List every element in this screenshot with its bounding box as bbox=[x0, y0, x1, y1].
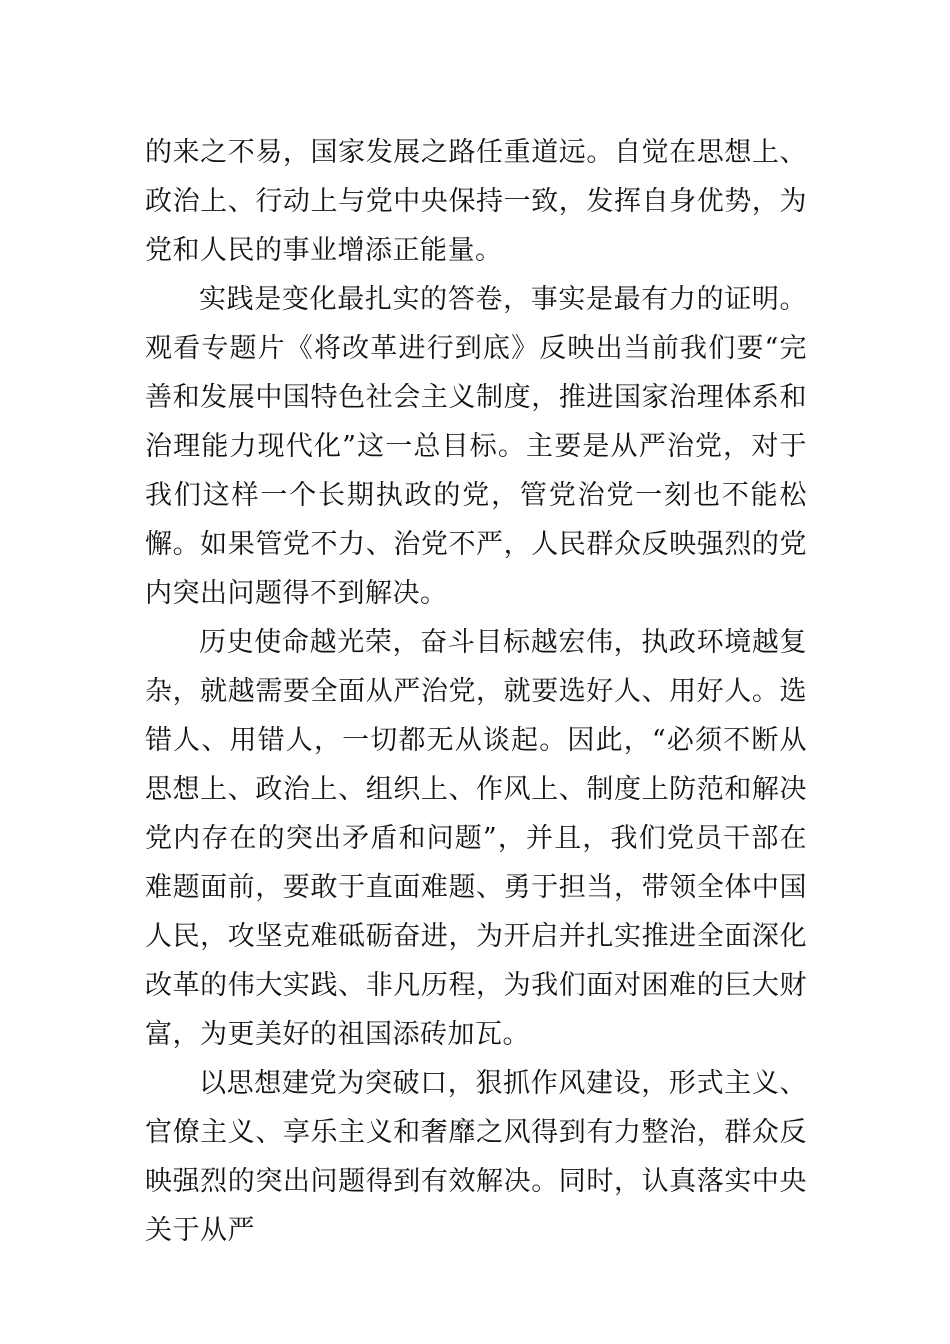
document-body bbox=[145, 128, 807, 1255]
paragraph-4: 以思想建党为突破口，狠抓作风建设，形式主义、官僚主义、享乐主义和奢靡之风得到有力整治，群众反映强烈的突出问题得到有效解决。同时，认真落实中央关于从严 bbox=[145, 1068, 807, 1246]
paragraph-1: 的来之不易，国家发展之路任重道远。自觉在思想上、政治上、行动上与党中央保持一致，发挥自身优势，为党和人民的事业增添正能量。 bbox=[145, 137, 807, 266]
paragraph-3: 历史使命越光荣，奋斗目标越宏伟，执政环境越复杂，就越需要全面从严治党，就要选好人、用好人。选错人、用错人，一切都无从谈起。因此，“必须不断从思想上、政治上、组织上、作风上、制度上防范和解决党内存在的突出矛盾和问题”，并且，我们党员干部在难题面前，要敢于直面难题、勇于担当，带领全体中国人民，攻坚克难砥砺奋进，为开启并扎实推进全面深化改革的伟大实践、非凡历程，为我们面对困难的巨大财富，为更美好的祖国添砖加瓦。 bbox=[145, 627, 807, 1050]
paragraph-2: 实践是变化最扎实的答卷，事实是最有力的证明。观看专题片《将改革进行到底》反映出当前我们要“完善和发展中国特色社会主义制度，推进国家治理体系和治理能力现代化”这一总目标。主要是从严治党，对于我们这样一个长期执政的党，管党治党一刻也不能松懈。如果管党不力、治党不严，人民群众反映强烈的党内突出问题得不到解决。 bbox=[145, 284, 807, 609]
